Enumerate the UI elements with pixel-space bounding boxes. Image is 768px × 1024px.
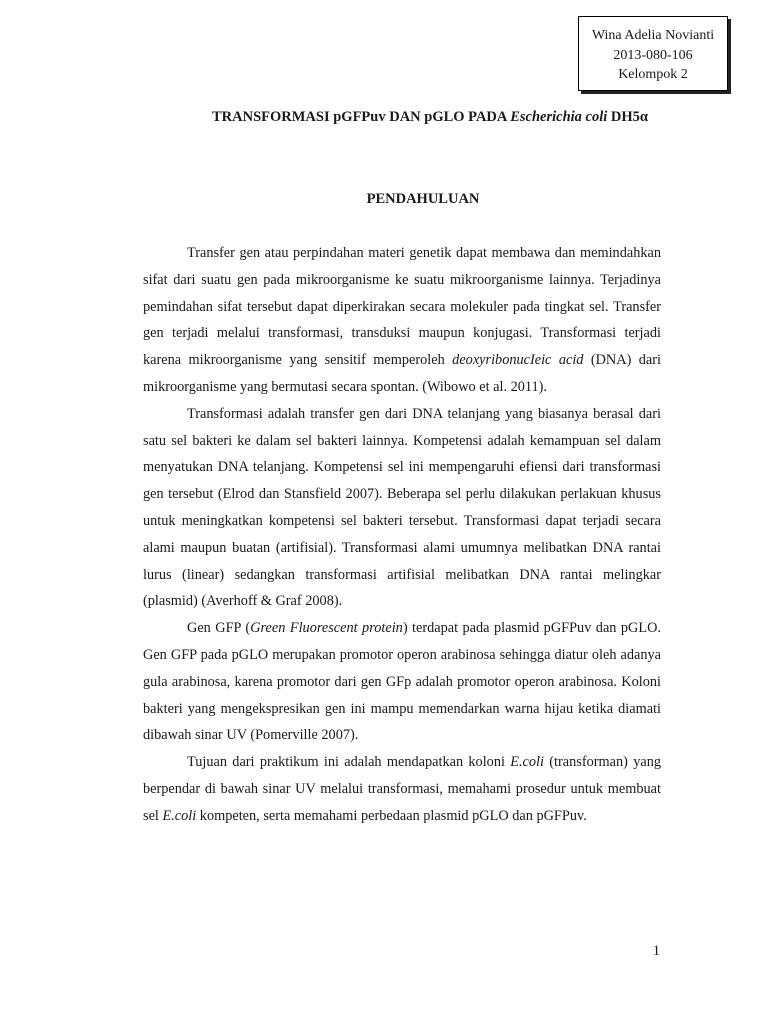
student-id: 2013-080-106 (613, 47, 693, 63)
body-text (143, 240, 661, 830)
author-name: Wina Adelia Novianti (591, 28, 715, 43)
paragraph-text: (transforman) yang berpendar di bawah sinar UV melalui transformasi, memahami prosedur untuk membuat sel (143, 754, 661, 824)
paragraph (143, 401, 661, 615)
italic-term: E.coli (162, 807, 197, 824)
paragraph-text: kompeten, serta memahami perbedaan plasmid pGLO dan pGFPuv. (196, 807, 587, 824)
italic-term: E.coli (510, 754, 544, 771)
italic-term: deoxyribonucIeic acid (452, 352, 584, 369)
document-title (0, 109, 768, 126)
title-prefix: TRANSFORMASI pGFPuv DAN pGLO PADA (211, 109, 511, 125)
page-number: 1 (652, 943, 660, 959)
paragraph-text: Gen GFP ( (187, 620, 251, 637)
paragraph (143, 615, 661, 749)
italic-term: Green Fluorescent protein (250, 620, 403, 637)
author-info-box (578, 16, 728, 91)
paragraph-text: (DNA) dari mikroorganisme yang bermutasi secara spontan. (Wibowo et al. 2011). (143, 352, 661, 395)
paragraph-text: Tujuan dari praktikum ini adalah mendapatkan koloni (187, 754, 511, 771)
paragraph-text: Transformasi adalah transfer gen dari DNA telanjang yang biasanya berasal dari satu sel bakteri ke dalam sel bakteri lainnya. Kompetensi adalah kemampuan sel dalam menyatukan DNA telanjang. Kompetensi sel ini mempengaruhi efiensi dari transformasi gen tersebut (Elrod dan Stansfield 2007). Beberapa sel perlu dilakukan perlakuan khusus untuk meningkatkan kompetensi sel bakteri tersebut. Transformasi dapat terjadi secara alami maupun buatan (artifisial). Transformasi alami umumnya melibatkan DNA rantai lurus (linear) sedangkan transformasi artifisial melibatkan DNA rantai melingkar (plasmid) (Averhoff & Graf 2008). (143, 405, 661, 610)
paragraph-text: Transfer gen atau perpindahan materi genetik dapat membawa dan memindahkan sifat dari suatu gen pada mikroorganisme ke suatu mikroorganisme lainnya. Terjadinya pemindahan sifat tersebut dapat diperkirakan secara molekuler pada tingkat sel. Transfer gen terjadi melalui transformasi, transduksi maupun konjugasi. Transformasi terjadi karena mikroorganisme yang sensitif memperoleh (143, 245, 661, 369)
paragraph (143, 240, 661, 401)
title-suffix: DH5α (607, 109, 649, 125)
paragraph-text: ) terdapat pada plasmid pGFPuv dan pGLO. Gen GFP pada pGLO merupakan promotor operon arabinosa sehingga diatur oleh adanya gula arabinosa, karena promotor dari gen GFp adalah promotor operon arabinosa. Koloni bakteri yang mengekspresikan gen ini mampu memendarkan warna hijau ketika diamati dibawah sinar UV (Pomerville 2007). (143, 620, 661, 744)
title-species: Escherichia coli (510, 109, 608, 125)
section-heading: PENDAHULUAN (366, 191, 480, 207)
group-label: Kelompok 2 (618, 67, 688, 82)
paragraph (143, 749, 661, 829)
